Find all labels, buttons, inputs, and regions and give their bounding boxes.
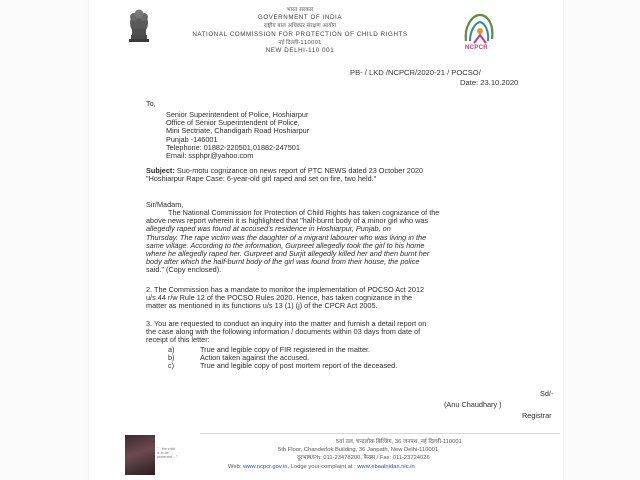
- subject-line-1: Suo-motu cognizance on news report of PTC NEWS dated 23 October 2020: [176, 166, 424, 175]
- addressee-line: Telephone: 01882-220501,01882-247501: [166, 142, 300, 152]
- footer-web-line: [228, 463, 415, 471]
- list-item-text: True and legible copy of FIR registered in the matter.: [200, 345, 371, 354]
- hindi-commission-text: राष्ट्रीय बाल अधिकार संरक्षण आयोग: [263, 23, 337, 30]
- website-link[interactable]: www.ncpcr.gov.in: [243, 464, 288, 470]
- para3-line: 3. You are requested to conduct an inquiry into the matter and furnish a detail report on: [146, 319, 427, 328]
- letterhead: [182, 6, 418, 55]
- paragraph-2: [146, 286, 424, 311]
- commission-name: NATIONAL COMMISSION FOR PROTECTION OF CHILD RIGHTS: [192, 30, 408, 38]
- subject-label: Subject:: [146, 166, 175, 175]
- letter-date: Date: 23.10.2020: [460, 78, 519, 87]
- signature-sd: Sd/-: [540, 389, 554, 398]
- list-item: [168, 362, 397, 370]
- list-marker: a): [168, 345, 175, 354]
- state-emblem-icon: [125, 5, 153, 45]
- paragraph-1: [146, 209, 439, 275]
- addressee-line: Email: ssphpr@yahoo.com: [166, 151, 254, 161]
- para1-line: above news report wherein it is highlighted that "half-burnt body of a minor girl who was: [146, 216, 429, 226]
- salutation: Sir/Madam,: [146, 200, 184, 209]
- hindi-govt-text: भारत सरकार: [286, 7, 314, 13]
- signatory-name: (Anu Chaudhary ): [444, 400, 502, 409]
- city-text: NEW DELHI-110 001: [265, 47, 335, 55]
- para2-line: u/s 44 r/w Rule 12 of the POCSO Rules 2020. Hence, has taken cognizance in the: [146, 293, 413, 303]
- photo-caption: "…the child is to be protected…": [157, 447, 177, 460]
- footer-hindi-address: 5वां तल, चन्द्रलोक बिल्डिंग, 36 जनपथ, नई दिल्ली-110001: [336, 439, 462, 445]
- addressee-line: Punjab -146001: [166, 134, 218, 144]
- para3-line: receipt of this letter:: [146, 335, 210, 345]
- para1-line: said." (Copy enclosed).: [146, 265, 222, 275]
- footer-address: 5th Floor, Chanderlok Building, 36 Janpath, New Delhi-110001: [278, 447, 439, 453]
- list-item-text: True and legible copy of post mortem report of the deceased.: [200, 361, 398, 371]
- complaint-label: , Lodge your complaint at :: [287, 464, 356, 470]
- para1-line: where he allegedly raped her. Gurpreet and Surjit allegedly killed her and then burnt her: [146, 249, 430, 259]
- signatory-title: Registrar: [522, 411, 552, 420]
- para1-line: body after which the half-burnt body of the girl was found from their house, the police: [146, 257, 420, 267]
- ncpcr-logo-text: NCPCR: [465, 45, 488, 51]
- para2-line: 2. The Commission has a mandate to monitor the implementation of POCSO Act 2012: [146, 285, 425, 294]
- footer-divider: [200, 433, 560, 434]
- para1-line: Thursday. The rape victim was the daughter of a migrant labourer who was living in the: [146, 232, 427, 242]
- ncpcr-logo-icon: [460, 9, 498, 59]
- govt-of-india-text: GOVERNMENT OF INDIA: [257, 14, 343, 22]
- para3-line: the case along with the following information / documents within 03 days from date of: [146, 327, 421, 337]
- addressee-block: [166, 111, 309, 160]
- child-photo: [125, 435, 155, 475]
- addressee-line: Office of Senior Superintendent of Police,: [166, 118, 300, 128]
- para2-line: matter as mentioned in its functions u/s 13 (1) (j) of the CPCR Act 2005.: [146, 301, 378, 311]
- document-list: [168, 346, 397, 371]
- para1-line: allegedly raped was found at accused's residence in Hoshiarpur, Punjab, on: [146, 224, 391, 234]
- para1-line: The National Commission for Protection of Child Rights has taken cognizance of the: [168, 208, 440, 217]
- addressee-line: Senior Superintendent of Police, Hoshiarpur: [166, 110, 309, 119]
- list-item-text: Action taken against the accused.: [200, 353, 310, 363]
- hindi-city-text: नई दिल्ली-110001: [278, 39, 322, 46]
- list-marker: c): [168, 361, 175, 371]
- para1-line: same village. According to the information, Gurpreet allegedly took the girl to his home: [146, 240, 425, 250]
- subject-block: [146, 167, 423, 183]
- footer-phone: दूरभाष/Ph: 011-23478200, फैक्स / Fax: 011-23724026: [297, 455, 430, 461]
- to-label: To,: [146, 99, 156, 108]
- reference-number: PB- / LKD /NCPCR/2020-21 / POCSO/: [350, 68, 481, 77]
- list-marker: b): [168, 353, 175, 363]
- web-label: Web:: [228, 464, 242, 470]
- subject-line-2: "Hoshiarpur Rape Case: 6-year-old girl raped and set on fire, two held.": [146, 174, 377, 184]
- paragraph-3: [146, 320, 426, 345]
- complaint-link[interactable]: www.ebaalnidan.nic.in: [357, 464, 415, 470]
- addressee-line: Mini Sectriate, Chandigarh Road Hoshiarpur: [166, 126, 310, 136]
